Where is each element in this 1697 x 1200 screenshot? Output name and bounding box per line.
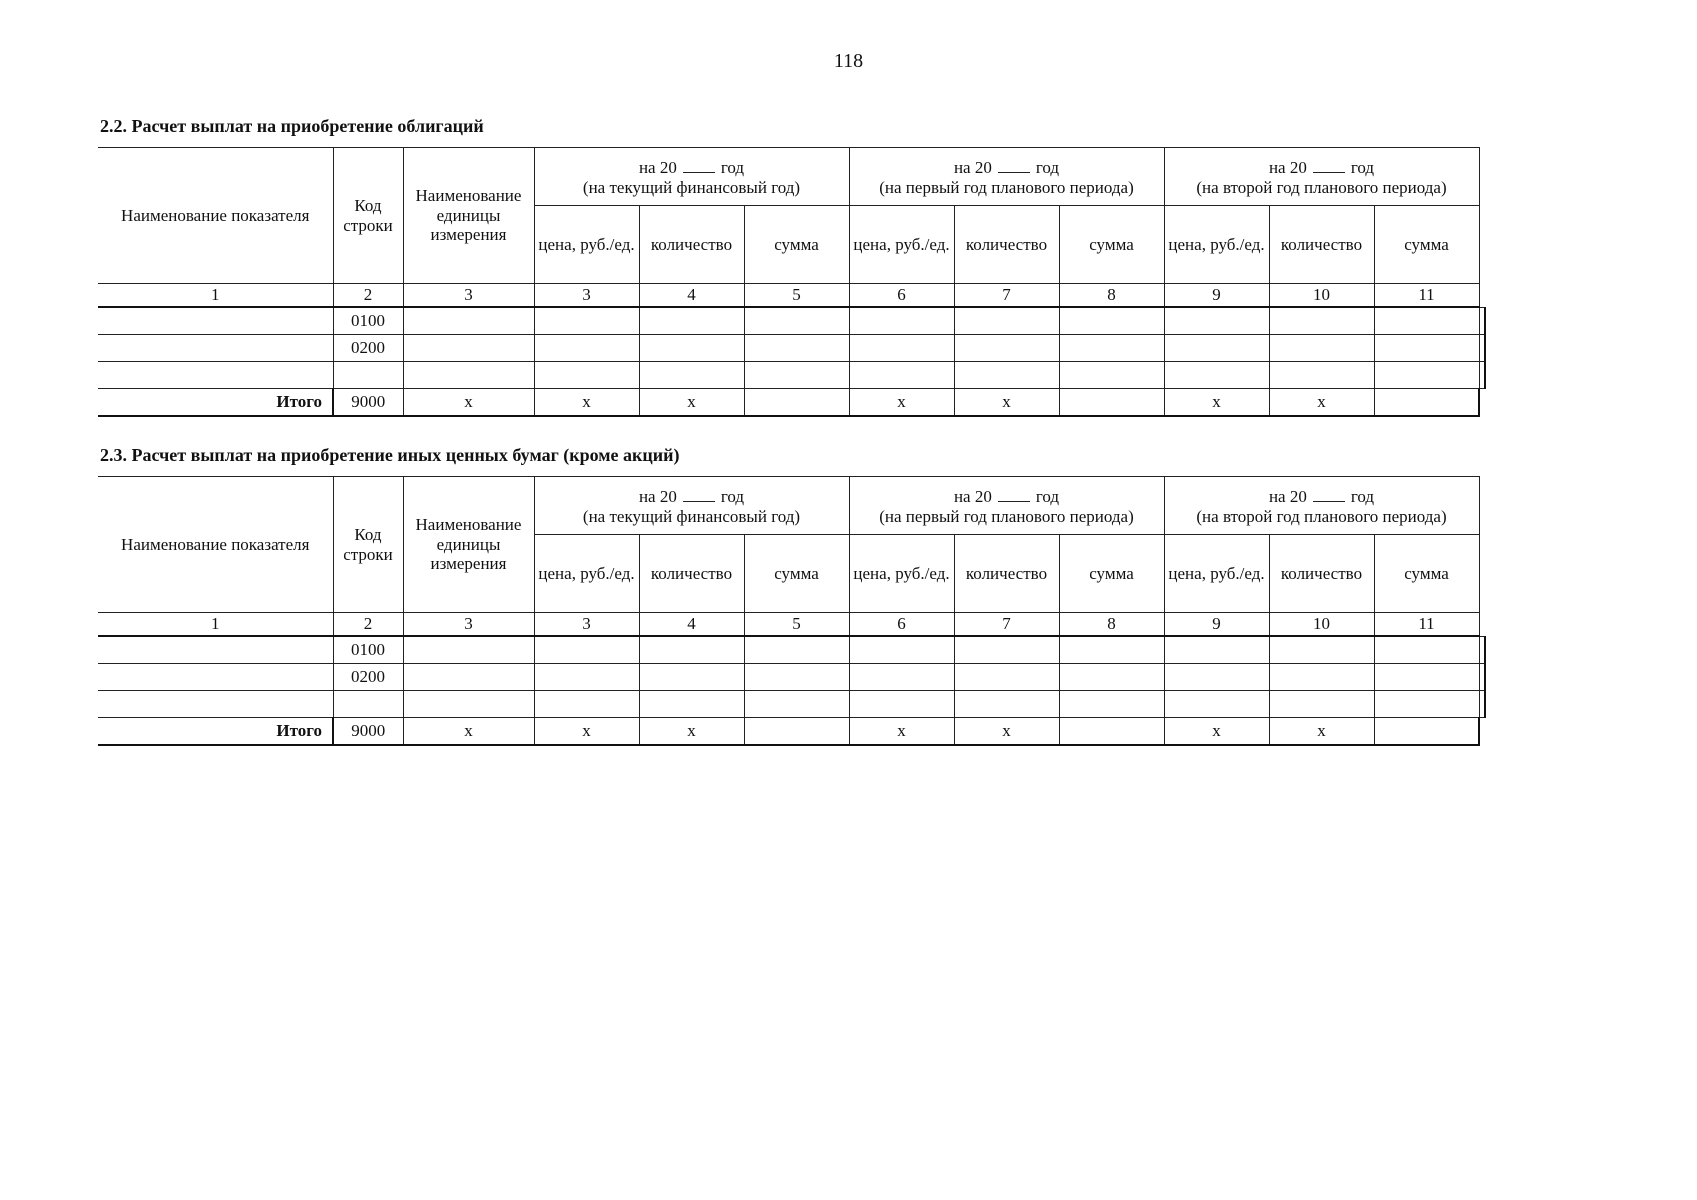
column-numbers-row [98,284,1485,308]
row-value-cell[interactable] [1059,664,1164,691]
subheader-cell: цена, руб./ед. [1164,535,1269,613]
table-row [98,664,1485,691]
header-indicator: Наименование показателя [98,477,333,613]
header-period-1 [534,148,849,206]
row-label-cell[interactable] [98,691,333,718]
total-value-cell: х [639,718,744,746]
row-label-cell[interactable] [98,307,333,335]
total-value-cell: х [954,718,1059,746]
row-value-cell[interactable] [639,307,744,335]
total-unit-cell: х [403,389,534,417]
section-title-bonds: 2.2. Расчет выплат на приобретение облигаций [100,116,484,136]
period-subtitle: (на первый год планового периода) [879,507,1134,526]
row-unit-cell[interactable] [403,691,534,718]
period-year-prefix: на 20 [638,158,677,178]
column-number: 9 [1164,284,1269,308]
period-subtitle: (на второй год планового периода) [1196,178,1447,197]
table-row [98,636,1485,664]
total-value-cell: х [954,389,1059,417]
row-value-cell[interactable] [1269,335,1374,362]
row-value-cell[interactable] [639,362,744,389]
row-code-cell: 0200 [333,664,403,691]
period-year-prefix: на 20 [638,487,677,507]
column-number: 3 [534,613,639,637]
header-period-2 [849,148,1164,206]
total-value-cell: х [1164,718,1269,746]
row-value-cell[interactable] [849,664,954,691]
column-number: 4 [639,284,744,308]
row-unit-cell[interactable] [403,664,534,691]
total-value-cell: х [534,389,639,417]
row-value-cell[interactable] [1164,691,1269,718]
period-year-line [1167,484,1477,507]
column-number: 3 [534,284,639,308]
column-numbers-row [98,613,1485,637]
row-unit-cell[interactable] [403,362,534,389]
row-unit-cell[interactable] [403,636,534,664]
row-value-cell[interactable] [744,636,849,664]
row-label-cell[interactable] [98,362,333,389]
row-value-cell[interactable] [1479,664,1485,691]
period-year-line [852,155,1162,178]
row-value-cell[interactable] [639,691,744,718]
subheader-cell: сумма [1374,535,1479,613]
subheader-cell: цена, руб./ед. [1164,206,1269,284]
subheader-cell: количество [1269,206,1374,284]
period-year-suffix: год [1350,158,1375,178]
total-value-cell: х [849,389,954,417]
period-year-suffix: год [1035,487,1060,507]
total-label: Итого [98,718,333,746]
header-unit: Наименование единицы измерения [403,148,534,284]
period-year-line [1167,155,1477,178]
page-number: 118 [833,50,864,72]
column-number: 5 [744,613,849,637]
row-code-cell: 0100 [333,636,403,664]
row-value-cell[interactable] [849,335,954,362]
column-number: 8 [1059,613,1164,637]
subheader-cell: сумма [1374,206,1479,284]
row-value-cell[interactable] [1164,307,1269,335]
period-year-line [537,155,847,178]
header-code: Код строки [333,477,403,613]
period-year-suffix: год [720,487,745,507]
period-year-prefix: на 20 [953,487,992,507]
year-blank-line [1313,484,1345,502]
total-value-cell[interactable] [744,718,849,746]
total-value-cell: х [534,718,639,746]
row-value-cell[interactable] [1164,636,1269,664]
period-year-suffix: год [1035,158,1060,178]
row-value-cell[interactable] [534,307,639,335]
bonds-table [98,147,1486,417]
row-value-cell[interactable] [1164,335,1269,362]
column-number: 7 [954,284,1059,308]
header-unit: Наименование единицы измерения [403,477,534,613]
header-row [98,148,1485,206]
subheader-cell: количество [639,206,744,284]
row-value-cell[interactable] [1164,664,1269,691]
row-value-cell[interactable] [1059,307,1164,335]
row-value-cell[interactable] [534,362,639,389]
column-number: 1 [98,284,333,308]
row-value-cell[interactable] [954,362,1059,389]
total-value-cell[interactable] [1374,718,1479,746]
row-value-cell[interactable] [639,636,744,664]
header-row [98,477,1485,535]
subheader-cell: сумма [1059,535,1164,613]
row-value-cell[interactable] [1479,636,1485,664]
header-period-1 [534,477,849,535]
row-unit-cell[interactable] [403,307,534,335]
year-blank-line [683,155,715,173]
row-code-cell: 0200 [333,335,403,362]
header-code: Код строки [333,148,403,284]
column-number: 11 [1374,613,1479,637]
row-value-cell[interactable] [1479,335,1485,362]
period-subtitle: (на первый год планового периода) [879,178,1134,197]
row-value-cell[interactable] [534,335,639,362]
period-year-prefix: на 20 [1268,158,1307,178]
period-year-suffix: год [1350,487,1375,507]
row-value-cell[interactable] [1374,335,1479,362]
row-value-cell[interactable] [849,636,954,664]
column-number: 9 [1164,613,1269,637]
other-securities-table [98,476,1486,746]
total-value-cell[interactable] [744,389,849,417]
row-label-cell[interactable] [98,636,333,664]
subheader-cell: количество [954,535,1059,613]
subheader-cell: цена, руб./ед. [849,535,954,613]
total-value-cell: х [1269,389,1374,417]
row-code-cell [333,362,403,389]
row-value-cell[interactable] [1269,636,1374,664]
row-value-cell[interactable] [1269,307,1374,335]
total-label: Итого [98,389,333,417]
row-label-cell[interactable] [98,664,333,691]
row-value-cell[interactable] [1059,691,1164,718]
row-value-cell[interactable] [1269,664,1374,691]
year-blank-line [1313,155,1345,173]
row-value-cell[interactable] [1479,307,1485,335]
row-value-cell[interactable] [1374,636,1479,664]
table-row [98,691,1485,718]
row-value-cell[interactable] [954,691,1059,718]
total-unit-cell: х [403,718,534,746]
row-value-cell[interactable] [1059,636,1164,664]
row-value-cell[interactable] [1374,691,1479,718]
row-value-cell[interactable] [744,307,849,335]
row-code-cell [333,691,403,718]
period-year-prefix: на 20 [953,158,992,178]
subheader-cell: цена, руб./ед. [849,206,954,284]
row-value-cell[interactable] [954,307,1059,335]
row-value-cell[interactable] [744,335,849,362]
header-period-3 [1164,148,1479,206]
row-value-cell[interactable] [744,362,849,389]
row-value-cell[interactable] [744,691,849,718]
column-number: 2 [333,284,403,308]
column-number: 11 [1374,284,1479,308]
row-value-cell[interactable] [954,335,1059,362]
section-title-other-securities: 2.3. Расчет выплат на приобретение иных ценных бумаг (кроме акций) [100,445,680,465]
period-subtitle: (на текущий финансовый год) [582,507,801,526]
total-value-cell: х [849,718,954,746]
row-value-cell[interactable] [1164,362,1269,389]
total-code: 9000 [333,718,403,746]
table-row [98,307,1485,335]
table-row [98,362,1485,389]
row-value-cell[interactable] [639,664,744,691]
period-subtitle: (на текущий финансовый год) [582,178,801,197]
total-value-cell: х [1269,718,1374,746]
row-value-cell[interactable] [849,362,954,389]
total-value-cell: х [1164,389,1269,417]
subheader-cell: количество [954,206,1059,284]
total-value-cell[interactable] [1059,718,1164,746]
subheader-cell: сумма [744,206,849,284]
row-code-cell: 0100 [333,307,403,335]
row-label-cell[interactable] [98,335,333,362]
row-value-cell[interactable] [534,636,639,664]
table-row [98,335,1485,362]
column-number: 6 [849,613,954,637]
row-value-cell[interactable] [849,307,954,335]
column-number: 7 [954,613,1059,637]
row-value-cell[interactable] [534,664,639,691]
total-row [98,389,1485,417]
subheader-cell: цена, руб./ед. [534,535,639,613]
row-value-cell[interactable] [1269,362,1374,389]
total-value-cell[interactable] [1059,389,1164,417]
column-number: 1 [98,613,333,637]
row-value-cell[interactable] [1374,307,1479,335]
header-period-3 [1164,477,1479,535]
subheader-cell: количество [639,535,744,613]
period-year-prefix: на 20 [1268,487,1307,507]
total-code: 9000 [333,389,403,417]
row-value-cell[interactable] [1374,362,1479,389]
period-year-line [852,484,1162,507]
year-blank-line [998,155,1030,173]
total-value-cell[interactable] [1374,389,1479,417]
column-number: 10 [1269,613,1374,637]
row-value-cell[interactable] [1059,335,1164,362]
subheader-cell: сумма [1059,206,1164,284]
row-value-cell[interactable] [954,664,1059,691]
total-value-cell: х [639,389,744,417]
column-number: 2 [333,613,403,637]
column-number: 4 [639,613,744,637]
subheader-cell: количество [1269,535,1374,613]
column-number: 8 [1059,284,1164,308]
period-year-suffix: год [720,158,745,178]
row-value-cell[interactable] [534,691,639,718]
row-value-cell[interactable] [744,664,849,691]
column-number: 10 [1269,284,1374,308]
column-number: 3 [403,613,534,637]
row-value-cell[interactable] [1269,691,1374,718]
total-row [98,718,1485,746]
column-number: 6 [849,284,954,308]
row-value-cell[interactable] [639,335,744,362]
column-number: 3 [403,284,534,308]
row-value-cell[interactable] [1374,664,1479,691]
row-value-cell[interactable] [1479,691,1485,718]
year-blank-line [683,484,715,502]
row-value-cell[interactable] [1479,362,1485,389]
header-period-2 [849,477,1164,535]
period-year-line [537,484,847,507]
period-subtitle: (на второй год планового периода) [1196,507,1447,526]
year-blank-line [998,484,1030,502]
header-indicator: Наименование показателя [98,148,333,284]
row-value-cell[interactable] [849,691,954,718]
column-number: 5 [744,284,849,308]
subheader-cell: цена, руб./ед. [534,206,639,284]
row-unit-cell[interactable] [403,335,534,362]
row-value-cell[interactable] [1059,362,1164,389]
subheader-cell: сумма [744,535,849,613]
row-value-cell[interactable] [954,636,1059,664]
